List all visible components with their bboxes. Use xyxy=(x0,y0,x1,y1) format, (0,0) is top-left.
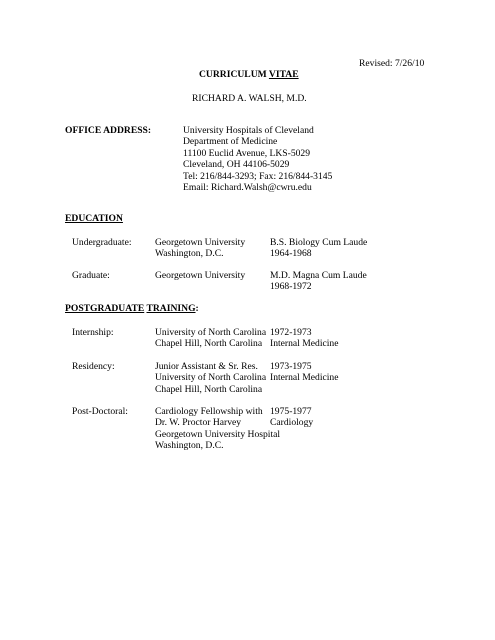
detail-line: Internal Medicine xyxy=(270,338,339,350)
office-address-heading: OFFICE ADDRESS: xyxy=(65,125,152,136)
edu-institution xyxy=(155,270,245,281)
office-line: Department of Medicine xyxy=(183,136,278,148)
edu-details xyxy=(270,237,367,260)
training-details xyxy=(270,361,338,384)
detail-line: Cardiology xyxy=(270,417,314,429)
office-line: 11100 Euclid Avenue, LKS-5029 xyxy=(183,147,311,159)
office-email: Email: Richard.Walsh@cwru.edu xyxy=(183,181,312,193)
office-address-block xyxy=(183,125,332,193)
training-label: Post-Doctoral: xyxy=(72,406,128,417)
training-details xyxy=(270,327,338,350)
training-label: Residency: xyxy=(72,361,115,372)
training-label: Internship: xyxy=(72,327,114,338)
detail-line: 1972-1973 xyxy=(270,327,312,338)
detail-line: 1968-1972 xyxy=(270,281,312,293)
institution-line: Chapel Hill, North Carolina xyxy=(155,338,263,350)
edu-label: Graduate: xyxy=(72,270,110,281)
document-title xyxy=(199,69,299,80)
title-word-curriculum: CURRICULUM xyxy=(199,69,267,80)
office-line: Tel: 216/844-3293; Fax: 216/844-3145 xyxy=(183,170,333,182)
institution-line: Georgetown University xyxy=(155,270,246,281)
detail-line: M.D. Magna Cum Laude xyxy=(270,270,367,281)
institution-line: Georgetown University Hospital xyxy=(155,428,281,440)
training-institution xyxy=(155,327,266,350)
education-heading: EDUCATION xyxy=(65,213,123,224)
revised-date: Revised: 7/26/10 xyxy=(359,58,425,69)
detail-line: Internal Medicine xyxy=(270,372,339,384)
heading-word: TRAINING xyxy=(146,303,196,314)
institution-line: Georgetown University xyxy=(155,237,246,248)
office-line: Cleveland, OH 44106-5029 xyxy=(183,159,290,171)
institution-line: Dr. W. Proctor Harvey xyxy=(155,417,242,429)
institution-line: Junior Assistant & Sr. Res. xyxy=(155,361,258,372)
institution-line: University of North Carolina xyxy=(155,327,267,338)
heading-word: POSTGRADUATE xyxy=(65,303,145,314)
institution-line: University of North Carolina xyxy=(155,372,267,384)
training-institution xyxy=(155,406,280,452)
institution-line: Washington, D.C. xyxy=(155,440,224,452)
training-institution xyxy=(155,361,266,395)
detail-line: 1964-1968 xyxy=(270,248,312,260)
person-name: RICHARD A. WALSH, M.D. xyxy=(192,93,307,104)
detail-line: B.S. Biology Cum Laude xyxy=(270,237,368,248)
detail-line: 1975-1977 xyxy=(270,406,312,417)
institution-line: Washington, D.C. xyxy=(155,248,224,260)
edu-details xyxy=(270,270,367,293)
institution-line: Chapel Hill, North Carolina xyxy=(155,383,263,395)
edu-institution xyxy=(155,237,245,260)
training-details xyxy=(270,406,313,429)
title-word-vitae: VITAE xyxy=(268,69,299,80)
detail-line: 1973-1975 xyxy=(270,361,312,372)
office-line: University Hospitals of Cleveland xyxy=(183,125,314,136)
institution-line: Cardiology Fellowship with xyxy=(155,406,263,417)
edu-label: Undergraduate: xyxy=(72,237,132,248)
heading-colon: : xyxy=(195,303,199,314)
postgraduate-training-heading xyxy=(65,303,199,314)
